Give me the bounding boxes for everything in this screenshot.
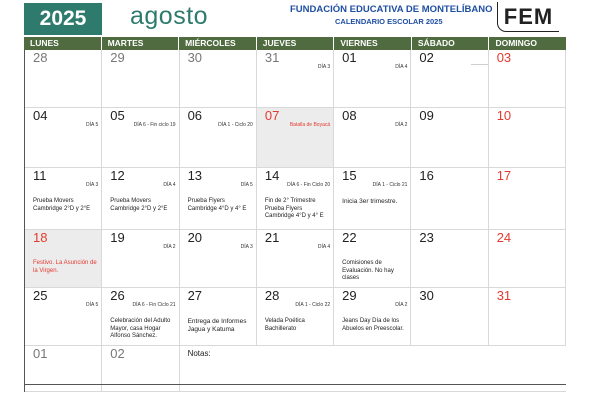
day-cell[interactable]: [257, 230, 334, 288]
school-day-label: DÍA 5: [86, 122, 99, 128]
day-cell[interactable]: [180, 230, 257, 288]
day-number: 11: [33, 168, 47, 183]
day-cell[interactable]: [334, 168, 411, 230]
day-number: 23: [419, 230, 434, 245]
day-cell[interactable]: [411, 168, 488, 230]
school-day-label: DÍA 4: [395, 64, 408, 70]
year-badge: 2025: [24, 3, 102, 35]
weekday-header-row: [24, 37, 566, 50]
event-note: Comisiones de Evaluación. No hay clases: [342, 260, 394, 281]
day-cell[interactable]: [102, 50, 179, 108]
day-number: 06: [187, 108, 203, 123]
event-note: Inicia 3er trimestre.: [342, 198, 398, 205]
day-cell[interactable]: [102, 346, 179, 392]
school-day-label: DÍA 6 - Fin ciclo 19: [133, 122, 176, 128]
event-note: Fin de 2° Trimestre Prueba Flyers Cambridge 4°D y 4° E: [264, 198, 324, 219]
school-day-label: DÍA 6 - Fin Ciclo 20: [287, 182, 331, 188]
school-day-label: DÍA 3: [240, 244, 253, 250]
calendar-grid: [24, 50, 566, 392]
day-cell[interactable]: [257, 108, 334, 168]
day-number: 10: [496, 108, 512, 123]
event-note: Festivo. La Asunción de la Virgen.: [33, 260, 97, 274]
school-day-label: DÍA 5: [240, 182, 253, 188]
day-cell[interactable]: [25, 50, 102, 108]
day-cell[interactable]: [411, 288, 488, 346]
day-number: 08: [342, 108, 357, 123]
event-note: Prueba Movers Cambridge 2°D y 2°E: [33, 198, 91, 212]
day-cell[interactable]: [257, 168, 334, 230]
school-day-label: DÍA 1 - Ciclo 20: [218, 122, 253, 128]
school-day-label: DÍA 4: [163, 182, 176, 188]
notes-area[interactable]: [180, 346, 566, 392]
day-cell[interactable]: [411, 50, 488, 108]
day-number: 30: [187, 50, 203, 65]
event-note: Celebración del Adulto Mayor, casa Hogar Alfonso Sánchez.: [110, 318, 171, 339]
day-number: 02: [110, 346, 125, 361]
day-number: 29: [110, 50, 125, 65]
day-number: 15: [342, 168, 357, 183]
event-note: Entrega de Informes Jagua y Katuma: [187, 318, 247, 333]
day-number: 31: [496, 288, 512, 303]
day-number: 13: [187, 168, 203, 183]
day-cell[interactable]: [25, 168, 102, 230]
day-number: 28: [33, 50, 48, 65]
school-day-label: DÍA 3: [317, 64, 331, 70]
day-cell[interactable]: [102, 108, 179, 168]
day-number: 16: [419, 168, 434, 183]
school-day-label: DÍA 1 - Ciclo 21: [372, 182, 408, 188]
day-cell[interactable]: [489, 230, 566, 288]
day-number: 05: [110, 108, 125, 123]
weekday-header: VIERNES: [334, 37, 411, 50]
day-number: 02: [419, 50, 434, 65]
day-cell[interactable]: [489, 288, 566, 346]
day-number: 12: [110, 168, 125, 183]
day-number: 01: [33, 346, 48, 361]
day-number: 04: [33, 108, 48, 123]
day-number: 28: [264, 288, 280, 303]
day-number: 17: [496, 168, 512, 183]
day-cell[interactable]: [25, 108, 102, 168]
day-number: 31: [264, 50, 280, 65]
day-number: 09: [419, 108, 434, 123]
day-number: 03: [496, 50, 512, 65]
weekday-header: MARTES: [102, 37, 179, 50]
day-number: 01: [342, 50, 357, 65]
day-cell[interactable]: [489, 50, 566, 108]
day-cell[interactable]: [180, 168, 257, 230]
weekday-header: DOMINGO: [489, 37, 566, 50]
day-cell[interactable]: [334, 50, 411, 108]
event-note: Prueba Movers Cambridge 2°D y 2°E: [110, 198, 168, 212]
school-day-label: DÍA 2: [395, 302, 408, 308]
day-number: 27: [187, 288, 203, 303]
day-cell[interactable]: [489, 108, 566, 168]
day-number: 24: [496, 230, 512, 245]
day-number: 18: [33, 230, 48, 245]
day-cell[interactable]: [257, 288, 334, 346]
day-cell[interactable]: [102, 168, 179, 230]
day-cell[interactable]: [25, 346, 102, 392]
calendar-subtitle: CALENDARIO ESCOLAR 2025: [335, 17, 443, 26]
day-number: 21: [264, 230, 280, 245]
day-cell[interactable]: [411, 108, 488, 168]
day-cell[interactable]: [489, 168, 566, 230]
day-cell[interactable]: [180, 288, 257, 346]
day-cell[interactable]: [102, 288, 179, 346]
event-note: Jeans Day Día de los Abuelos en Preescolar.: [342, 318, 404, 332]
school-day-label: Batalla de Boyacá: [289, 122, 331, 128]
day-cell[interactable]: [25, 230, 102, 288]
event-note: Velada Poética Bachillerato: [264, 318, 305, 332]
school-day-label: DÍA 1 - Ciclo 22: [295, 302, 331, 308]
bottom-divider: [24, 384, 566, 385]
day-number: 25: [33, 288, 48, 303]
day-number: 19: [110, 230, 125, 245]
day-cell[interactable]: [25, 288, 102, 346]
event-note: Prueba Flyers Cambridge 4°D y 4° E: [187, 198, 247, 212]
day-cell[interactable]: [334, 108, 411, 168]
day-number: 14: [264, 168, 280, 183]
weekday-header: MIÉRCOLES: [179, 37, 256, 50]
day-cell[interactable]: [334, 288, 411, 346]
day-cell[interactable]: [180, 108, 257, 168]
day-number: 20: [187, 230, 203, 245]
day-number: 26: [110, 288, 125, 303]
day-cell[interactable]: [180, 50, 257, 108]
divider: [471, 64, 487, 65]
month-title: agosto: [130, 2, 209, 30]
school-day-label: DÍA 4: [317, 244, 331, 250]
day-cell[interactable]: [411, 230, 488, 288]
notes-label: Notas:: [187, 349, 211, 358]
day-number: 07: [264, 108, 280, 123]
weekday-header: JUEVES: [257, 37, 334, 50]
school-day-label: DÍA 2: [395, 122, 408, 128]
weekday-header: SÁBADO: [412, 37, 489, 50]
school-day-label: DÍA 2: [163, 244, 176, 250]
weekday-header: LUNES: [24, 37, 101, 50]
fem-logo: FEM: [497, 2, 559, 32]
school-day-label: DÍA 6 - Fin Ciclo 21: [132, 302, 176, 308]
day-cell[interactable]: [334, 230, 411, 288]
day-cell[interactable]: [257, 50, 334, 108]
organization-name: FUNDACIÓN EDUCATIVA DE MONTELÍBANO: [290, 4, 493, 15]
day-number: 29: [342, 288, 357, 303]
day-number: 22: [342, 230, 357, 245]
school-day-label: DÍA 5: [86, 302, 99, 308]
day-cell[interactable]: [102, 230, 179, 288]
school-day-label: DÍA 3: [86, 182, 99, 188]
day-number: 30: [419, 288, 434, 303]
